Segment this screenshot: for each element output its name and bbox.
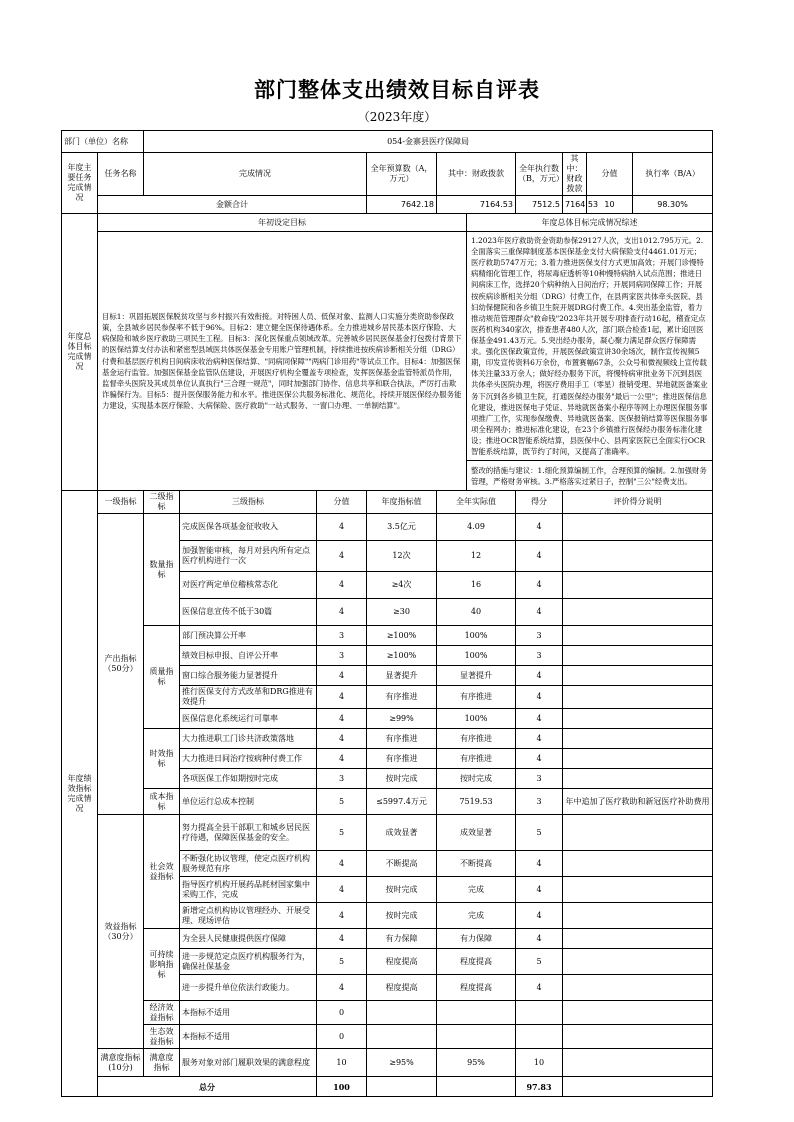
perf-h-l2: 二级指标 [144, 491, 180, 514]
satisfaction-label: 满意度指标(10分) [98, 1049, 144, 1077]
indicator-points: 4 [516, 572, 563, 599]
indicator-score: 3 [317, 646, 367, 666]
social-label: 社会效益指标 [144, 815, 180, 929]
indicator-note [563, 646, 713, 666]
indicator-note [563, 572, 713, 599]
indicator-actual [437, 1025, 516, 1049]
indicator-name: 为全县人民健康提供医疗保障 [180, 929, 317, 949]
perf-h-actual: 全年实际值 [437, 491, 516, 514]
indicator-note [563, 929, 713, 949]
indicator-actual: 不断提高 [437, 851, 516, 877]
indicator-points: 3 [516, 789, 563, 815]
indicator-points: 3 [516, 769, 563, 789]
self-evaluation-table [61, 130, 713, 1097]
indicator-score: 5 [317, 815, 367, 851]
perf-h-note: 评价得分说明 [563, 491, 713, 514]
indicator-note [563, 514, 713, 541]
indicator-name: 完成医保各项基金征收收入 [180, 514, 317, 541]
indicator-target: 程度提高 [367, 975, 437, 1001]
indicator-target: ≥4次 [367, 572, 437, 599]
funds-total-label: 金额合计 [98, 196, 367, 214]
perf-h-points: 得分 [516, 491, 563, 514]
indicator-target: 不断提高 [367, 851, 437, 877]
indicator-note [563, 626, 713, 646]
indicator-actual: 有序推进 [437, 686, 516, 709]
indicator-name: 服务对象对部门履职效果的满意程度 [180, 1049, 317, 1077]
indicator-name: 进一步规范定点医疗机构服务行为，确保社保基金 [180, 949, 317, 975]
indicator-target: 按时完成 [367, 903, 437, 929]
effect-label: 效益指标（30分） [98, 815, 144, 1049]
indicator-target [367, 1025, 437, 1049]
indicator-actual: 有序推进 [437, 749, 516, 769]
indicator-score: 4 [317, 666, 367, 686]
indicator-name: 本指标不适用 [180, 1001, 317, 1025]
indicator-actual: 程度提高 [437, 975, 516, 1001]
indicator-actual: 100% [437, 709, 516, 729]
output-label: 产出指标（50分） [98, 514, 144, 815]
goals-issues-text: 整改的措施与建议：1.细化预算编制工作，合理预算的编制。2.加强财务管理，严格财务审核。3.严格落实过紧日子，控制"三公"经费支出。 [467, 461, 713, 491]
funds-section-label: 年度主要任务完成情况 [62, 153, 98, 214]
indicator-actual: 7519.53 [437, 789, 516, 815]
perf-h-l3: 三级指标 [180, 491, 317, 514]
indicator-name: 部门预决算公开率 [180, 626, 317, 646]
indicator-points: 4 [516, 686, 563, 709]
indicator-actual: 完成 [437, 877, 516, 903]
dept-label: 部门（单位）名称 [62, 131, 144, 153]
indicator-name: 单位运行总成本控制 [180, 789, 317, 815]
indicator-note [563, 1025, 713, 1049]
indicator-actual: 100% [437, 646, 516, 666]
indicator-name: 大力推进日间治疗按病种付费工作 [180, 749, 317, 769]
indicator-target: 显著提升 [367, 666, 437, 686]
cost-label: 成本指标 [144, 789, 180, 815]
indicator-score: 4 [317, 877, 367, 903]
funds-rate: 98.30% [633, 196, 713, 214]
indicator-points [516, 1001, 563, 1025]
indicator-score: 4 [317, 541, 367, 572]
indicator-score: 4 [317, 975, 367, 1001]
goals-summary-text: 1.2023年医疗救助资金资助参保29127人次，支出1012.795万元。2.全面落实三重保障制度基本医保基金支付大病保险支付4461.01万元；医疗救助5747万元；3.着力推进医保支付方式更加高效；开展门诊慢特病精细化管理工作，将尿毒症透析等10种慢特病纳入试点范围；推进日间病床工作，选择20个病种纳入日间治疗；开展同病同保障工作；开展按疾病诊断相关分组（DRG）付费工作，在县两家医共体牵头医院、县妇幼保健院和各乡镇卫生院开展DRG付费工作。4.突出基金监管，着力推动规范管理群众"救命钱"2023年共开展专项排查行动16起，稽查定点医药机构340家次，排查患者480人次，部门联合检查1起，累计追回医保基金491.43万元。5.突出经办服务，凝心聚力满足群众医疗保障需求。强化医保政策宣传，开展医保政策宣讲30余场次，制作宣传视频5期，印发宣传资料6万余份，布置赛幅67条，公众号和微视频线上宣传载体关注量33万余人；做好经办服务下沉，将慢特病审批业务下沉到县医共体牵头医院办理，将医疗费用手工（零星）报销受理、异地就医备案业务下沉到各乡镇卫生院，打通医保经办服务"最后一公里"；推进医保信息化建设，推进医保电子凭证、异地就医备案小程序等网上办理医保服务事项推广工作，实现参保缴费、异地就医备案、医保报销结算等医保服务事项全程网办；推进标准化建设，在23个乡镇推行医保经办服务标准化建设；推进OCR智能系统结算，县医保中心、县两家医院已全面实行OCR智能系统结算，既节约了时间，又提高了准确率。 [467, 232, 713, 461]
indicator-actual: 12 [437, 541, 516, 572]
indicator-points: 4 [516, 903, 563, 929]
indicator-name: 医保信息化系统运行可靠率 [180, 709, 317, 729]
indicator-score: 5 [317, 789, 367, 815]
funds-h-score: 分值 [587, 153, 633, 196]
indicator-points: 5 [516, 815, 563, 851]
indicator-score: 5 [317, 949, 367, 975]
indicator-score: 3 [317, 769, 367, 789]
indicator-actual: 完成 [437, 903, 516, 929]
indicator-target: 有序推进 [367, 729, 437, 749]
indicator-target: ≤5997.4万元 [367, 789, 437, 815]
indicator-note [563, 815, 713, 851]
indicator-score: 4 [317, 851, 367, 877]
indicator-points: 4 [516, 851, 563, 877]
indicator-target: 按时完成 [367, 877, 437, 903]
indicator-note [563, 666, 713, 686]
funds-h-task: 任务名称 [98, 153, 144, 196]
indicator-actual: 成效显著 [437, 815, 516, 851]
sat-label: 满意度指标 [144, 1049, 180, 1077]
indicator-points: 10 [516, 1049, 563, 1077]
goals-h-summary: 年度总体目标完成情况综述 [467, 214, 713, 232]
eco-label: 生态效益指标 [144, 1025, 180, 1049]
indicator-name: 窗口综合服务能力显著提升 [180, 666, 317, 686]
indicator-actual: 按时完成 [437, 769, 516, 789]
funds-budget: 7642.18 [367, 196, 437, 214]
goals-set-text: 目标1：巩固拓展医保脱贫攻坚与乡村振兴有效衔接。对特困人员、低保对象、监测人口实施分类资助参保政策，全县城乡居民参保率不低于96%。目标2：建立健全医保待遇体系。全力推进城乡居民基本医疗保险、大病保险和城乡医疗救助三项民生工程。目标3：深化医保重点领域改革。完善城乡居民医保基金打包拨付背景下的医保结算支付办法和紧密型县域医共体医保基金专用账户管理机制，持续推进按疾病诊断相关分组（DRG）付费和基层医疗机构日间病床收治病种医保结算、"同病同保障""两病门诊用药"等试点工作。目标4：加强医保基金运行监管。加强医保基金监管队伍建设，开展医疗机构全覆盖专项检查，发挥医保基金监管特派员作用，监督牵头医院及其成员单位认真执行"三合理一规范"，同时加强部门协作、信息共享和联合执法，严厉打击欺诈骗保行为。目标5：提升医保服务能力和水平。推进医保公共服务标准化、规范化，持续开展医保经办服务能力建设，实现基本医疗保险、大病保险、医疗救助"一站式服务、一窗口办理、一单制结算"。 [98, 232, 467, 491]
indicator-note [563, 1049, 713, 1077]
indicator-score: 0 [317, 1025, 367, 1049]
indicator-points: 4 [516, 749, 563, 769]
indicator-score: 4 [317, 572, 367, 599]
indicator-actual: 100% [437, 626, 516, 646]
indicator-score: 4 [317, 686, 367, 709]
indicator-score: 4 [317, 709, 367, 729]
indicator-points [516, 1025, 563, 1049]
indicator-points: 3 [516, 646, 563, 666]
indicator-score: 4 [317, 599, 367, 626]
total-score: 100 [317, 1077, 367, 1097]
indicator-points: 4 [516, 877, 563, 903]
indicator-name: 加强智能审核，每月对县内所有定点医疗机构进行一次 [180, 541, 317, 572]
indicator-score: 0 [317, 1001, 367, 1025]
indicator-points: 3 [516, 626, 563, 646]
indicator-score: 10 [317, 1049, 367, 1077]
indicator-points: 4 [516, 666, 563, 686]
indicator-points: 4 [516, 729, 563, 749]
indicator-name: 指导医疗机构开展药品耗材国家集中采购工作，完成 [180, 877, 317, 903]
indicator-target: ≥100% [367, 646, 437, 666]
page-title: 部门整体支出绩效目标自评表 [254, 77, 540, 102]
indicator-target: ≥95% [367, 1049, 437, 1077]
indicator-actual: 95% [437, 1049, 516, 1077]
indicator-name: 医保信息宣传不低于30篇 [180, 599, 317, 626]
indicator-note [563, 729, 713, 749]
indicator-note [563, 851, 713, 877]
time-label: 时效指标 [144, 729, 180, 789]
indicator-target: 3.5亿元 [367, 514, 437, 541]
indicator-points: 4 [516, 929, 563, 949]
indicator-note [563, 769, 713, 789]
perf-h-score: 分值 [317, 491, 367, 514]
indicator-note [563, 1001, 713, 1025]
perf-h-target: 年度指标值 [367, 491, 437, 514]
indicator-name: 大力推进职工门诊共济政策落地 [180, 729, 317, 749]
indicator-actual: 16 [437, 572, 516, 599]
indicator-actual: 有序推进 [437, 729, 516, 749]
indicator-note [563, 949, 713, 975]
indicator-actual [437, 1001, 516, 1025]
quality-label: 质量指标 [144, 626, 180, 729]
indicator-target: 12次 [367, 541, 437, 572]
indicator-actual: 有力保障 [437, 929, 516, 949]
funds-exec-fiscal: 7164.53 [563, 196, 587, 214]
report-year: （2023年度） [357, 110, 437, 124]
indicator-target: 有序推进 [367, 686, 437, 709]
indicator-note [563, 749, 713, 769]
indicator-points: 4 [516, 975, 563, 1001]
indicator-points: 4 [516, 599, 563, 626]
total-blank-actual [437, 1077, 516, 1097]
perf-h-l1: 一级指标 [98, 491, 144, 514]
indicator-target: 程度提高 [367, 949, 437, 975]
indicator-target: ≥99% [367, 709, 437, 729]
indicator-score: 4 [317, 749, 367, 769]
indicator-target: 有力保障 [367, 929, 437, 949]
indicator-points: 5 [516, 949, 563, 975]
funds-h-budget-fiscal: 其中：财政拨款 [437, 153, 516, 196]
indicator-target: 有序推进 [367, 749, 437, 769]
indicator-score: 3 [317, 626, 367, 646]
indicator-score: 4 [317, 514, 367, 541]
indicator-points: 4 [516, 541, 563, 572]
indicator-name: 努力提高全县干部职工和城乡居民医疗待遇，保障医保基金的安全。 [180, 815, 317, 851]
funds-score: 10 [587, 196, 633, 214]
indicator-target: 成效显著 [367, 815, 437, 851]
indicator-note: 年中追加了医疗救助和新冠医疗补助费用 [563, 789, 713, 815]
funds-h-exec-fiscal: 其中：财政拨款 [563, 153, 587, 196]
indicator-note [563, 709, 713, 729]
indicator-note [563, 541, 713, 572]
funds-budget-fiscal: 7164.53 [437, 196, 516, 214]
funds-h-rate: 执行率（B/A） [633, 153, 713, 196]
funds-exec: 7512.5 [516, 196, 563, 214]
dept-name: 054-金寨县医疗保障局 [144, 131, 713, 153]
indicator-score: 4 [317, 729, 367, 749]
indicator-target: ≥30 [367, 599, 437, 626]
indicator-actual: 4.09 [437, 514, 516, 541]
indicator-name: 绩效目标申报、自评公开率 [180, 646, 317, 666]
total-blank-target [367, 1077, 437, 1097]
indicator-target [367, 1001, 437, 1025]
indicator-name: 本指标不适用 [180, 1025, 317, 1049]
goals-h-set: 年初设定目标 [98, 214, 467, 232]
total-label: 总分 [98, 1077, 317, 1097]
indicator-actual: 显著提升 [437, 666, 516, 686]
funds-h-completion: 完成情况 [144, 153, 367, 196]
indicator-actual: 程度提高 [437, 949, 516, 975]
indicator-name: 不断强化协议管理，使定点医疗机构服务规范有序 [180, 851, 317, 877]
indicator-target: ≥100% [367, 626, 437, 646]
indicator-name: 推行医保支付方式改革和DRG推进有效提升 [180, 686, 317, 709]
econ-label: 经济效益指标 [144, 1001, 180, 1025]
indicator-note [563, 975, 713, 1001]
perf-section-label: 年度绩效指标完成情况 [62, 491, 98, 1097]
total-points: 97.83 [516, 1077, 563, 1097]
indicator-note [563, 877, 713, 903]
goals-section-label: 年度总体目标完成情况 [62, 214, 98, 491]
qty-label: 数量指标 [144, 514, 180, 626]
funds-h-budget: 全年预算数（A，万元） [367, 153, 437, 196]
indicator-name: 新增定点机构协议管理经办、开展受理、现场评估 [180, 903, 317, 929]
indicator-note [563, 903, 713, 929]
indicator-note [563, 686, 713, 709]
indicator-note [563, 599, 713, 626]
indicator-name: 对医疗两定单位稽核常态化 [180, 572, 317, 599]
indicator-points: 4 [516, 709, 563, 729]
indicator-score: 4 [317, 929, 367, 949]
indicator-score: 4 [317, 903, 367, 929]
indicator-name: 进一步提升单位依法行政能力。 [180, 975, 317, 1001]
indicator-actual: 40 [437, 599, 516, 626]
indicator-name: 各项医保工作如期按时完成 [180, 769, 317, 789]
indicator-points: 4 [516, 514, 563, 541]
indicator-target: 按时完成 [367, 769, 437, 789]
sustain-label: 可持续影响指标 [144, 929, 180, 1001]
funds-h-exec: 全年执行数（B，万元） [516, 153, 563, 196]
total-blank-note [563, 1077, 713, 1097]
